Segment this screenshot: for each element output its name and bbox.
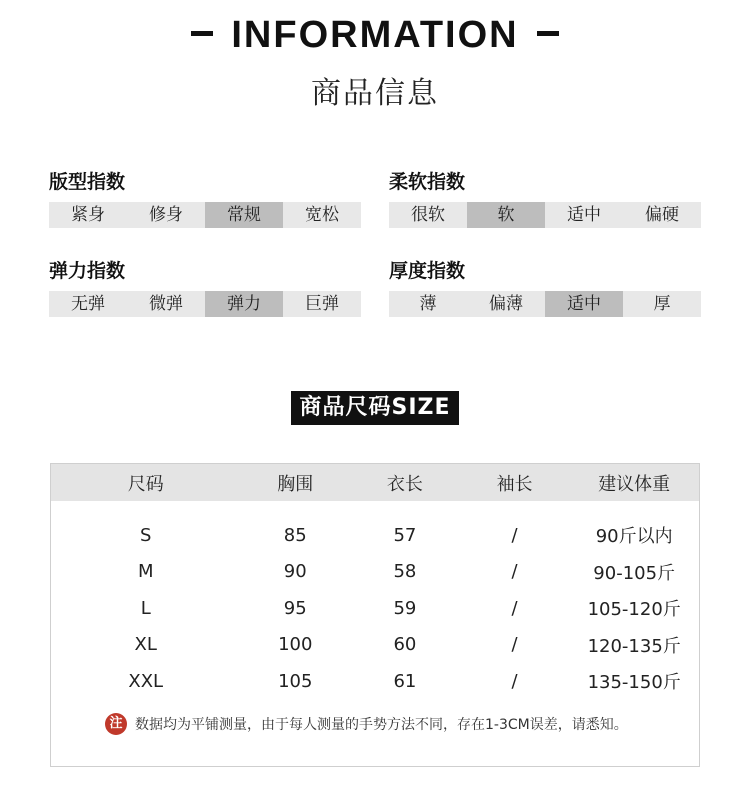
index-option: 紧身 xyxy=(49,202,127,228)
header-cell: 袖长 xyxy=(496,473,533,495)
size-table-body xyxy=(51,517,699,700)
measurement-note xyxy=(105,713,628,735)
table-row xyxy=(51,663,699,700)
index-option: 适中 xyxy=(545,202,623,228)
table-cell: M xyxy=(137,561,154,583)
index-option: 很软 xyxy=(389,202,467,228)
header-cell: 衣长 xyxy=(386,473,423,495)
table-cell: 100 xyxy=(278,634,313,656)
size-badge-label: 商品尺码SIZE xyxy=(291,391,458,425)
index-block-softness xyxy=(389,168,701,228)
table-cell: 85 xyxy=(283,524,307,546)
table-cell: / xyxy=(511,561,518,583)
table-cell: 95 xyxy=(283,597,307,619)
table-cell: 57 xyxy=(393,524,417,546)
index-title: 厚度指数 xyxy=(389,260,466,282)
size-table-header xyxy=(51,464,699,501)
table-row xyxy=(51,554,699,591)
table-cell: 135-150斤 xyxy=(587,672,681,694)
table-cell: 59 xyxy=(393,597,417,619)
table-row xyxy=(51,517,699,554)
index-bar xyxy=(389,291,701,317)
index-bar xyxy=(49,291,361,317)
index-option: 偏薄 xyxy=(467,291,545,317)
index-option: 宽松 xyxy=(283,202,361,228)
table-cell: 105-120斤 xyxy=(587,599,681,621)
header-cell: 胸围 xyxy=(277,473,314,495)
table-cell: / xyxy=(511,670,518,692)
table-cell: 90 xyxy=(283,561,307,583)
index-option: 修身 xyxy=(127,202,205,228)
header-cell: 尺码 xyxy=(127,473,164,495)
title-english-text: INFORMATION xyxy=(231,14,519,56)
index-option: 微弹 xyxy=(127,291,205,317)
index-option: 巨弹 xyxy=(283,291,361,317)
index-option-selected: 弹力 xyxy=(205,291,283,317)
table-cell: 60 xyxy=(393,634,417,656)
index-block-fit xyxy=(49,168,361,228)
table-cell: L xyxy=(140,597,151,619)
index-title: 版型指数 xyxy=(49,171,126,193)
table-cell: 58 xyxy=(393,561,417,583)
index-option-selected: 软 xyxy=(467,202,545,228)
table-cell: 105 xyxy=(278,670,313,692)
index-option: 无弹 xyxy=(49,291,127,317)
table-cell: XL xyxy=(134,634,157,656)
index-bar xyxy=(389,202,701,228)
index-option: 薄 xyxy=(389,291,467,317)
size-table xyxy=(50,463,700,767)
note-text: 数据均为平铺测量，由于每人测量的手势方法不同，存在1-3CM误差，请悉知。 xyxy=(135,717,628,733)
title-chinese: 商品信息 xyxy=(311,76,439,111)
table-cell: / xyxy=(511,524,518,546)
title-english xyxy=(0,14,750,57)
header-cell: 建议体重 xyxy=(598,473,671,495)
index-title: 柔软指数 xyxy=(389,171,466,193)
index-option-selected: 适中 xyxy=(545,291,623,317)
index-block-thickness xyxy=(389,257,701,317)
title-dash-left xyxy=(191,31,213,36)
table-cell: 90-105斤 xyxy=(593,562,676,584)
title-dash-right xyxy=(537,31,559,36)
index-option: 偏硬 xyxy=(623,202,701,228)
index-option: 厚 xyxy=(623,291,701,317)
table-cell: 61 xyxy=(393,670,417,692)
table-cell: / xyxy=(511,597,518,619)
table-cell: 90斤以内 xyxy=(595,526,673,548)
table-cell: / xyxy=(511,634,518,656)
table-row xyxy=(51,627,699,664)
table-row xyxy=(51,590,699,627)
index-bar xyxy=(49,202,361,228)
table-cell: S xyxy=(139,524,152,546)
index-title: 弹力指数 xyxy=(49,260,126,282)
table-cell: XXL xyxy=(128,670,164,692)
note-icon: 注 xyxy=(105,713,127,735)
index-option-selected: 常规 xyxy=(205,202,283,228)
table-cell: 120-135斤 xyxy=(587,635,681,657)
index-block-elasticity xyxy=(49,257,361,317)
size-section-badge xyxy=(0,391,750,425)
